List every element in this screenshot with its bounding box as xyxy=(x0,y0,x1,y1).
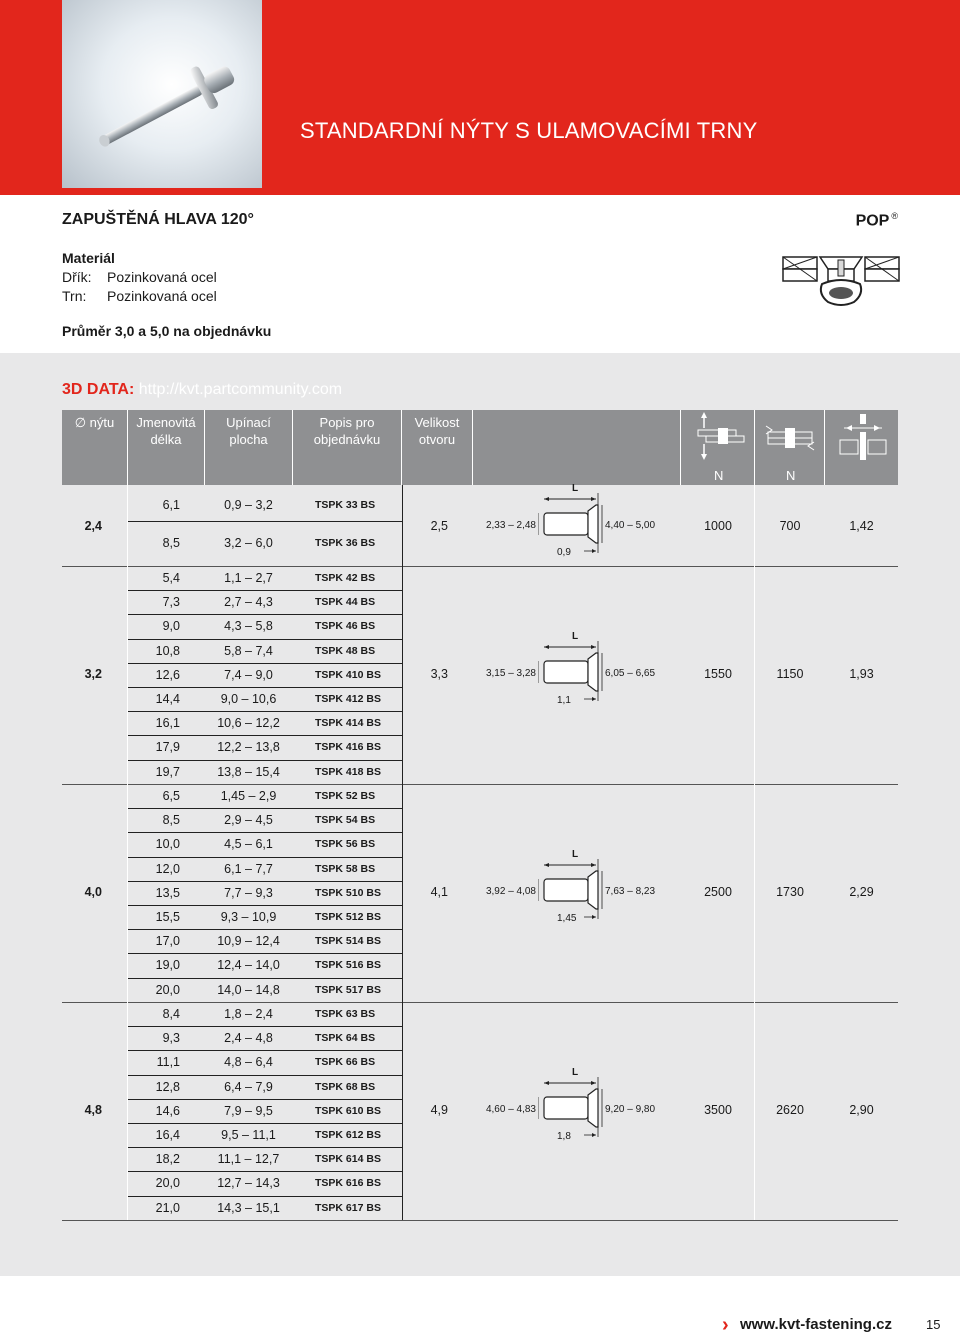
header-tensile-unit: N xyxy=(786,468,796,483)
page-number: 15 xyxy=(926,1317,941,1332)
grip-range-cell: 11,1 – 12,7 xyxy=(217,1152,280,1167)
order-code-cell: TSPK 48 BS xyxy=(315,644,376,657)
grip-range-cell: 12,4 – 14,0 xyxy=(217,958,280,973)
nominal-length-cell: 11,1 xyxy=(156,1055,180,1070)
row-divider xyxy=(128,1075,402,1076)
grip-range-cell: 5,8 – 7,4 xyxy=(224,643,273,658)
order-code-cell: TSPK 617 BS xyxy=(315,1201,381,1214)
order-code-cell: TSPK 514 BS xyxy=(315,935,381,948)
section-subtitle: ZAPUŠTĚNÁ HLAVA 120° xyxy=(62,211,254,228)
nominal-length-cell: 19,7 xyxy=(155,764,180,779)
order-code-cell: TSPK 66 BS xyxy=(315,1056,376,1069)
nominal-length-cell: 14,4 xyxy=(155,692,180,706)
dimension-head-label: 4,40 – 5,00 xyxy=(605,520,656,531)
nominal-length-cell: 17,9 xyxy=(155,740,180,755)
nominal-length-cell: 20,0 xyxy=(155,982,180,997)
nominal-length-cell: 14,6 xyxy=(155,1103,180,1118)
tensile-strength-cell: 1150 xyxy=(776,667,804,681)
nominal-length-cell: 12,8 xyxy=(155,1079,180,1094)
order-code-cell: TSPK 612 BS xyxy=(315,1129,381,1141)
nominal-length-cell: 16,1 xyxy=(155,716,180,731)
order-code-cell: TSPK 416 BS xyxy=(315,741,381,754)
diameter-note: Průměr 3,0 a 5,0 na objednávku xyxy=(62,323,272,339)
grip-range-cell: 6,1 – 7,7 xyxy=(224,861,273,876)
group-divider xyxy=(62,566,898,567)
hole-size-cell: 3,3 xyxy=(430,667,448,681)
dimension-length-label: L xyxy=(572,1067,579,1078)
row-divider xyxy=(128,857,402,858)
nominal-length-cell: 5,4 xyxy=(162,571,180,585)
grip-range-cell: 9,5 – 11,1 xyxy=(221,1128,276,1142)
order-code-cell: TSPK 36 BS xyxy=(315,537,376,549)
order-code-cell: TSPK 68 BS xyxy=(315,1080,376,1093)
dimension-shank-label: 3,15 – 3,28 xyxy=(485,668,536,679)
grip-range-cell: 9,3 – 10,9 xyxy=(220,910,277,924)
order-code-cell: TSPK 614 BS xyxy=(315,1153,381,1166)
row-divider xyxy=(128,929,402,930)
nominal-length-cell: 7,3 xyxy=(162,595,180,610)
order-code-cell: TSPK 616 BS xyxy=(315,1177,381,1190)
order-code-cell: TSPK 63 BS xyxy=(315,1008,376,1020)
tensile-strength-cell: 700 xyxy=(779,519,801,533)
row-divider xyxy=(128,1147,402,1148)
grip-range-cell: 10,6 – 12,2 xyxy=(217,716,280,731)
mandrel-break-icon xyxy=(838,412,888,470)
row-divider xyxy=(128,614,402,615)
grip-range-cell: 0,9 – 3,2 xyxy=(224,498,273,512)
footer-arrow-icon: › xyxy=(722,1314,729,1336)
order-code-cell: TSPK 56 BS xyxy=(315,838,376,851)
material-value: Pozinkovaná ocel xyxy=(107,288,217,304)
row-divider xyxy=(128,808,402,809)
order-code-cell: TSPK 516 BS xyxy=(315,959,381,972)
nominal-length-cell: 10,8 xyxy=(155,643,180,658)
rivet-diameter-cell: 2,4 xyxy=(84,519,102,533)
tensile-test-icon xyxy=(764,412,816,462)
nominal-length-cell: 15,5 xyxy=(155,910,180,924)
nominal-length-cell: 6,1 xyxy=(162,498,180,512)
rivet-diameter-cell: 4,0 xyxy=(84,885,102,899)
material-row xyxy=(62,269,217,285)
row-divider xyxy=(128,735,402,736)
nominal-length-cell: 12,0 xyxy=(155,861,180,876)
order-code-cell: TSPK 64 BS xyxy=(315,1032,376,1045)
column-divider xyxy=(127,485,128,1220)
dimension-head-label: 6,05 – 6,65 xyxy=(605,668,656,679)
grip-range-cell: 1,1 – 2,7 xyxy=(224,571,273,585)
grip-range-cell: 1,45 – 2,9 xyxy=(220,789,277,803)
header-grip-range: Upínací plocha xyxy=(226,415,271,447)
header-shear-unit: N xyxy=(714,468,724,483)
grip-range-cell: 12,2 – 13,8 xyxy=(217,740,280,755)
grip-range-cell: 4,5 – 6,1 xyxy=(224,837,273,852)
row-divider xyxy=(128,1171,402,1172)
dimension-shank-label: 3,92 – 4,08 xyxy=(485,886,536,897)
grip-range-cell: 12,7 – 14,3 xyxy=(217,1176,280,1191)
mandrel-diameter-cell: 1,93 xyxy=(849,667,874,681)
group-divider xyxy=(62,784,898,785)
shear-test-icon xyxy=(696,412,746,462)
grip-range-cell: 6,4 – 7,9 xyxy=(224,1079,273,1094)
material-row xyxy=(62,288,217,304)
page-title: STANDARDNÍ NÝTY S ULAMOVACÍMI TRNY xyxy=(300,118,758,143)
order-code-cell: TSPK 517 BS xyxy=(315,983,381,996)
nominal-length-cell: 9,0 xyxy=(162,619,180,634)
hole-size-cell: 4,1 xyxy=(430,885,448,899)
nominal-length-cell: 21,0 xyxy=(155,1200,180,1215)
mandrel-diameter-cell: 1,42 xyxy=(849,519,874,533)
3d-data-label: 3D DATA: xyxy=(62,381,135,398)
shear-strength-cell: 3500 xyxy=(704,1103,732,1117)
grip-range-cell: 7,4 – 9,0 xyxy=(224,667,273,682)
shear-strength-cell: 1000 xyxy=(704,519,732,533)
nominal-length-cell: 13,5 xyxy=(155,885,180,900)
rivet-diameter-cell: 4,8 xyxy=(84,1103,102,1117)
nominal-length-cell: 17,0 xyxy=(155,934,180,949)
nominal-length-cell: 8,4 xyxy=(162,1007,180,1021)
tensile-strength-cell: 1730 xyxy=(776,885,804,899)
shear-strength-cell: 1550 xyxy=(704,667,732,681)
3d-data-url[interactable]: http://kvt.partcommunity.com xyxy=(138,381,343,398)
row-divider xyxy=(128,832,402,833)
row-divider xyxy=(128,905,402,906)
dimension-thickness-label: 1,45 xyxy=(557,913,577,924)
grip-range-cell: 10,9 – 12,4 xyxy=(217,934,280,949)
material-label: Trn: xyxy=(62,288,87,304)
row-divider xyxy=(128,1196,402,1197)
nominal-length-cell: 6,5 xyxy=(162,789,180,803)
tensile-strength-cell: 2620 xyxy=(776,1103,804,1117)
order-code-cell: TSPK 52 BS xyxy=(315,790,376,802)
grip-range-cell: 1,8 – 2,4 xyxy=(224,1007,273,1021)
grip-range-cell: 2,7 – 4,3 xyxy=(224,595,273,610)
row-divider xyxy=(128,1099,402,1100)
grip-range-cell: 7,7 – 9,3 xyxy=(224,885,273,900)
rivet-diameter-cell: 3,2 xyxy=(84,667,102,681)
grip-range-cell: 14,3 – 15,1 xyxy=(217,1200,280,1215)
grip-range-cell: 2,9 – 4,5 xyxy=(224,813,273,828)
hole-size-cell: 4,9 xyxy=(430,1103,448,1117)
header-order-code: Popis pro objednávku xyxy=(313,415,381,447)
order-code-cell: TSPK 58 BS xyxy=(315,862,376,875)
header-nominal-length: Jmenovitá délka xyxy=(136,415,196,447)
3d-data-link[interactable] xyxy=(62,381,342,399)
row-divider xyxy=(128,521,402,522)
row-divider xyxy=(128,1026,402,1027)
nominal-length-cell: 20,0 xyxy=(155,1176,180,1191)
header-diameter: ∅ nýtu xyxy=(74,415,115,430)
column-divider xyxy=(402,485,403,1220)
order-code-cell: TSPK 44 BS xyxy=(315,596,376,609)
grip-range-cell: 2,4 – 4,8 xyxy=(224,1031,273,1046)
dimension-thickness-label: 0,9 xyxy=(557,547,571,558)
shear-strength-cell: 2500 xyxy=(704,885,732,899)
order-code-cell: TSPK 610 BS xyxy=(315,1104,381,1117)
row-divider xyxy=(128,1050,402,1051)
grip-range-cell: 4,8 – 6,4 xyxy=(224,1055,273,1070)
order-code-cell: TSPK 418 BS xyxy=(315,765,381,778)
material-label: Dřík: xyxy=(62,269,92,285)
order-code-cell: TSPK 46 BS xyxy=(315,620,376,633)
grip-range-cell: 3,2 – 6,0 xyxy=(224,536,273,550)
mandrel-diameter-cell: 2,90 xyxy=(849,1103,874,1117)
nominal-length-cell: 9,3 xyxy=(162,1031,180,1046)
row-divider xyxy=(128,590,402,591)
row-divider xyxy=(128,639,402,640)
grip-range-cell: 14,0 – 14,8 xyxy=(217,982,280,997)
nominal-length-cell: 10,0 xyxy=(155,837,180,852)
product-photo xyxy=(62,0,262,188)
order-code-cell: TSPK 410 BS xyxy=(315,668,381,681)
nominal-length-cell: 18,2 xyxy=(155,1152,180,1167)
order-code-cell: TSPK 42 BS xyxy=(315,572,376,584)
order-code-cell: TSPK 54 BS xyxy=(315,814,376,827)
mandrel-diameter-cell: 2,29 xyxy=(849,885,874,899)
nominal-length-cell: 12,6 xyxy=(155,667,180,682)
nominal-length-cell: 16,4 xyxy=(155,1128,180,1142)
nominal-length-cell: 8,5 xyxy=(162,536,180,550)
order-code-cell: TSPK 510 BS xyxy=(315,886,381,899)
material-value: Pozinkovaná ocel xyxy=(107,269,217,285)
brand-name: POP xyxy=(855,212,890,230)
dimension-shank-label: 4,60 – 4,83 xyxy=(485,1104,536,1115)
nominal-length-cell: 19,0 xyxy=(155,958,180,973)
grip-range-cell: 4,3 – 5,8 xyxy=(224,619,273,634)
grip-range-cell: 13,8 – 15,4 xyxy=(217,764,280,779)
dimension-length-label: L xyxy=(572,849,579,860)
dimension-head-label: 9,20 – 9,80 xyxy=(605,1104,656,1115)
footer-website-link[interactable]: www.kvt-fastening.cz xyxy=(740,1316,892,1333)
order-code-cell: TSPK 512 BS xyxy=(315,911,381,923)
dimension-length-label: L xyxy=(572,483,579,494)
brand-mark: ® xyxy=(891,211,898,221)
dimension-shank-label: 2,33 – 2,48 xyxy=(485,520,536,531)
column-divider xyxy=(754,485,755,1220)
group-divider xyxy=(62,1002,898,1003)
dimension-thickness-label: 1,8 xyxy=(557,1131,571,1142)
countersunk-rivet-icon xyxy=(782,252,900,312)
row-divider xyxy=(128,760,402,761)
grip-range-cell: 9,0 – 10,6 xyxy=(220,692,277,706)
order-code-cell: TSPK 412 BS xyxy=(315,693,381,705)
material-heading: Materiál xyxy=(62,250,115,266)
nominal-length-cell: 8,5 xyxy=(162,813,180,828)
row-divider xyxy=(128,953,402,954)
brand-label xyxy=(856,211,898,230)
order-code-cell: TSPK 414 BS xyxy=(315,717,381,730)
dimension-length-label: L xyxy=(572,631,579,642)
group-divider xyxy=(62,1220,898,1221)
row-divider xyxy=(128,1123,402,1124)
row-divider xyxy=(128,978,402,979)
dimension-thickness-label: 1,1 xyxy=(557,695,571,706)
row-divider xyxy=(128,881,402,882)
row-divider xyxy=(128,687,402,688)
header-hole-size: Velikost otvoru xyxy=(414,415,460,447)
order-code-cell: TSPK 33 BS xyxy=(315,499,376,511)
row-divider xyxy=(128,663,402,664)
hole-size-cell: 2,5 xyxy=(430,519,448,533)
row-divider xyxy=(128,711,402,712)
grip-range-cell: 7,9 – 9,5 xyxy=(224,1103,273,1118)
dimension-head-label: 7,63 – 8,23 xyxy=(605,886,656,897)
